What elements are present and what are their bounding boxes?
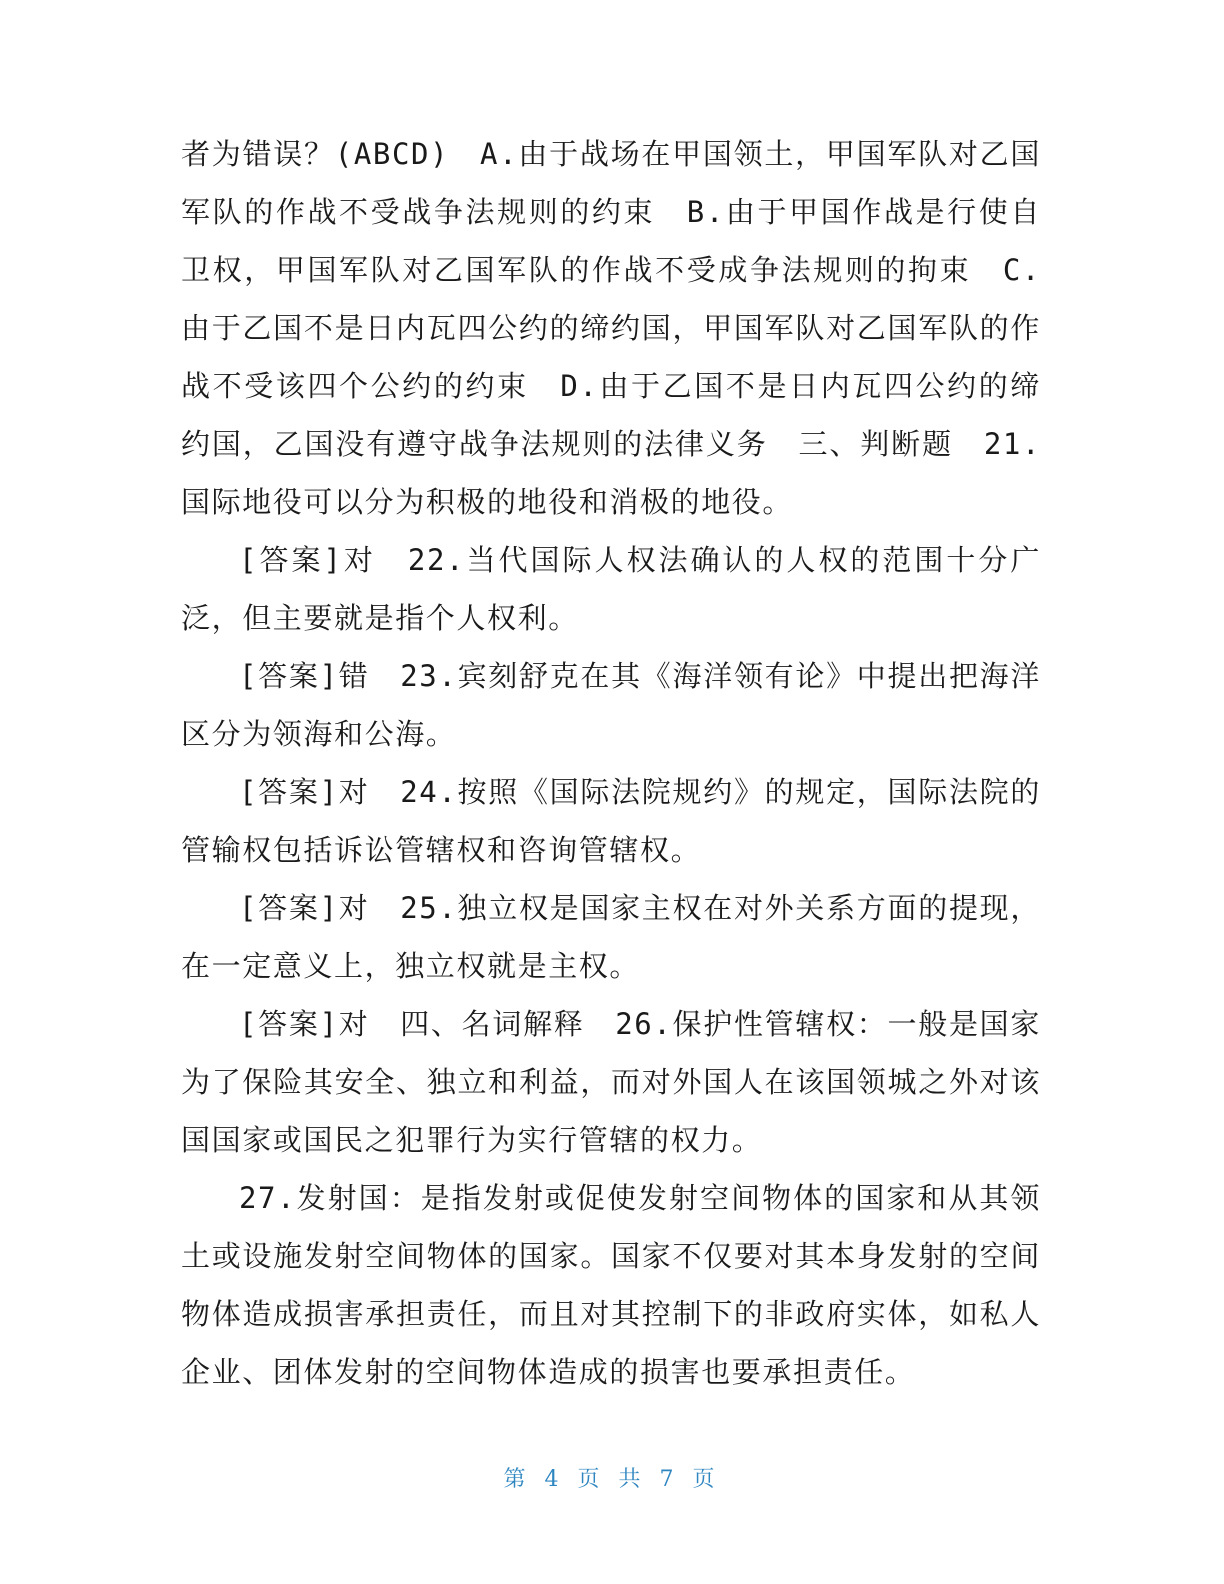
page-number-footer: 第 4 页 共 7 页 [503,1467,721,1492]
paragraph-answer-24: [答案]对 25.独立权是国家主权在对外关系方面的提现，在一定意义上，独立权就是主权。 [181,891,1041,983]
document-body [181,125,1041,1401]
paragraph-term-27: 27.发射国：是指发射或促使发射空间物体的国家和从其领土或设施发射空间物体的国家。国家不仅要对其本身发射的空间物体造成损害承担责任，而且对其控制下的非政府实体，如私人企业、团体发射的空间物体造成的损害也要承担责任。 [181,1181,1041,1389]
paragraph-answer-23: [答案]对 24.按照《国际法院规约》的规定，国际法院的管输权包括诉讼管辖权和咨询管辖权。 [181,775,1041,867]
paragraph-answer-21: [答案]对 22.当代国际人权法确认的人权的范围十分广泛，但主要就是指个人权利。 [181,543,1041,635]
paragraph-answer-25-term-26: [答案]对 四、名词解释 26.保护性管辖权：一般是国家为了保险其安全、独立和利益，而对外国人在该国领城之外对该国国家或国民之犯罪行为实行管辖的权力。 [181,1007,1041,1157]
paragraph-question-20-options: 者为错误？(ABCD) A.由于战场在甲国领土，甲国军队对乙国军队的作战不受战争法规则的约束 B.由于甲国作战是行使自卫权，甲国军队对乙国军队的作战不受成争法规则的拘束 C.由于乙国不是日内瓦四公约的缔约国，甲国军队对乙国军队的作战不受该四个公约的约束 D.由于乙国不是日内瓦四公约的缔约国，乙国没有遵守战争法规则的法律义务 三、判断题 21.国际地役可以分为积极的地役和消极的地役。 [181,137,1041,519]
paragraph-answer-22: [答案]错 23.宾刻舒克在其《海洋领有论》中提出把海洋区分为领海和公海。 [181,659,1041,751]
